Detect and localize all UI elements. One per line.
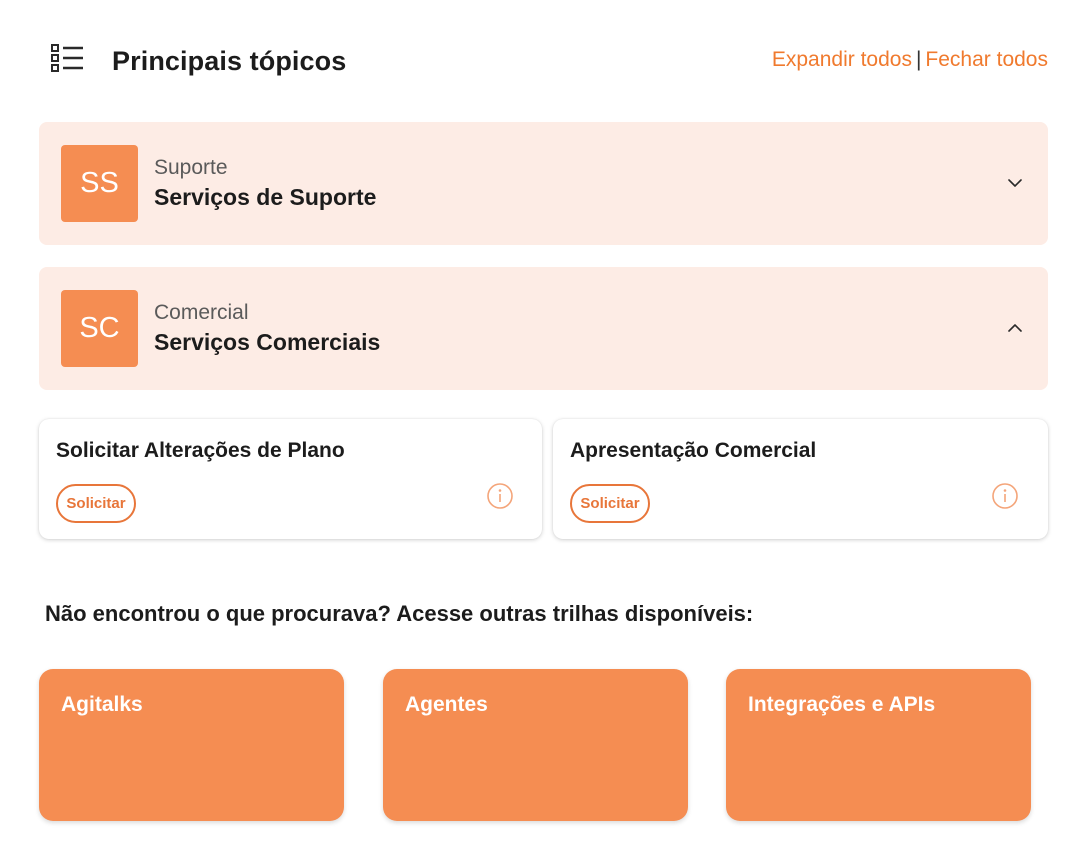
trail-tile-label: Agentes <box>405 693 488 716</box>
avatar: SC <box>61 290 138 367</box>
service-card <box>553 419 1048 539</box>
header <box>48 40 1048 84</box>
accordion-subtitle: Suporte <box>154 156 228 179</box>
request-button[interactable]: Solicitar <box>570 484 650 523</box>
service-card <box>39 419 542 539</box>
request-button[interactable]: Solicitar <box>56 484 136 523</box>
link-separator: | <box>915 48 922 71</box>
page-title: Principais tópicos <box>112 46 347 76</box>
accordion-title: Serviços de Suporte <box>154 184 377 210</box>
chevron-up-icon[interactable] <box>1006 319 1024 337</box>
list-icon <box>50 42 84 74</box>
trail-tile-agentes[interactable] <box>383 669 688 821</box>
service-title: Solicitar Alterações de Plano <box>56 439 345 462</box>
other-trails-prompt: Não encontrou o que procurava? Acesse outras trilhas disponíveis: <box>45 601 754 626</box>
info-icon[interactable] <box>991 482 1019 510</box>
header-links <box>772 48 1048 72</box>
collapse-all-link[interactable]: Fechar todos <box>925 48 1048 71</box>
trail-tile-label: Integrações e APIs <box>748 693 936 716</box>
service-title: Apresentação Comercial <box>570 439 817 462</box>
avatar: SS <box>61 145 138 222</box>
accordion-support[interactable] <box>39 122 1048 245</box>
trail-tile-label: Agitalks <box>61 693 143 716</box>
trail-tile-agitalks[interactable] <box>39 669 344 821</box>
accordion-subtitle: Comercial <box>154 301 249 324</box>
info-icon[interactable] <box>486 482 514 510</box>
accordion-commercial[interactable] <box>39 267 1048 390</box>
accordion-title: Serviços Comerciais <box>154 329 381 355</box>
trail-tile-integracoes[interactable] <box>726 669 1031 821</box>
chevron-down-icon[interactable] <box>1006 174 1024 192</box>
expand-all-link[interactable]: Expandir todos <box>771 48 912 71</box>
